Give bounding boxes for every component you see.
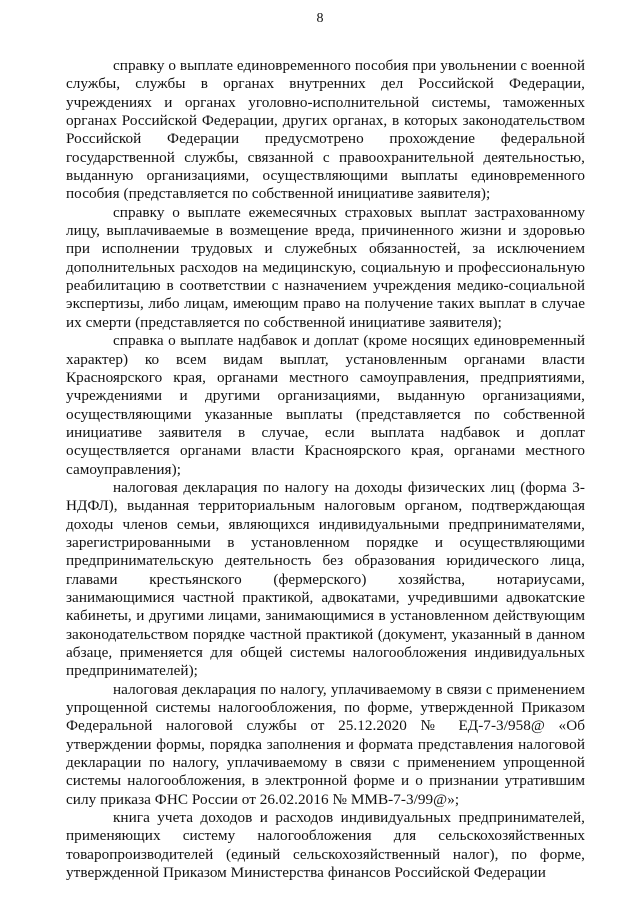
paragraph-insurance-payments: справку о выплате ежемесячных страховых выплат застрахованному лицу, выплачиваемые в возмещение вреда, причиненного жизни и здоровью при исполнении трудовых и служебных обязанностей, за исключением дополнительных расходов на медицинскую, социальную и профессиональную реабилитацию в соответствии с назначением учреждения медико-социальной экспертизы, либо лицам, имеющим право на получение таких выплат в случае их смерти (представляется по собственной инициативе заявителя); xyxy=(66,203,585,331)
document-body xyxy=(66,57,585,882)
page-number: 8 xyxy=(316,11,324,26)
paragraph-3ndfl-declaration: налоговая декларация по налогу на доходы физических лиц (форма 3-НДФЛ), выданная территориальным налоговым органом, подтверждающая доходы членов семьи, являющихся индивидуальными предпринимателями, зарегистрированными в установленном порядке и осуществляющими предпринимательскую деятельность без образования юридического лица, главами крестьянского (фермерского) хозяйства, нотариусами, занимающимися частной практикой, адвокатами, учредившими адвокатские кабинеты, и другими лицами, занимающимися в установленном действующим законодательством порядке частной практикой (документ, указанный в данном абзаце, применяется для общей системы налогообложения индивидуальных предпринимателей); xyxy=(66,478,585,680)
paragraph-dismissal-allowance: справку о выплате единовременного пособия при увольнении с военной службы, службы в органах внутренних дел Российской Федерации, учреждениях и органах уголовно-исполнительной системы, таможенных органах Российской Федерации, других органах, в которых законодательством Российской Федерации предусмотрено прохождение федеральной государственной службы, связанной с правоохранительной деятельностью, выданную организациями, осуществляющими выплаты единовременного пособия (представляется по собственной инициативе заявителя); xyxy=(66,57,585,203)
paragraph-income-expense-book: книга учета доходов и расходов индивидуальных предпринимателей, применяющих систему налогообложения для сельскохозяйственных товаропроизводителей (единый сельскохозяйственный налог), по форме, утвержденной Приказом Министерства финансов Российской Федерации xyxy=(66,809,585,882)
paragraph-simplified-tax-declaration: налоговая декларация по налогу, уплачиваемому в связи с применением упрощенной системы налогообложения, по форме, утвержденной Приказом Федеральной налоговой службы от 25.12.2020 № ЕД-7-3/958@ «Об утверждении формы, порядка заполнения и формата представления налоговой декларации по налогу, уплачиваемому в связи с применением упрощенной системы налогообложения, в электронной форме и о признании утратившим силу приказа ФНС России от 26.02.2016 № ММВ-7-3/99@»; xyxy=(66,680,585,808)
paragraph-allowances-surcharges: справка о выплате надбавок и доплат (кроме носящих единовременный характер) ко всем видам выплат, установленным органами власти Красноярского края, органами местного самоуправления, предприятиями, учреждениями и другими организациями, выданную организациями, осуществляющими указанные выплаты (представляется по собственной инициативе заявителя в случае, если выплата надбавок и доплат осуществляется органами власти Красноярского края, органами местного самоуправления); xyxy=(66,332,585,478)
